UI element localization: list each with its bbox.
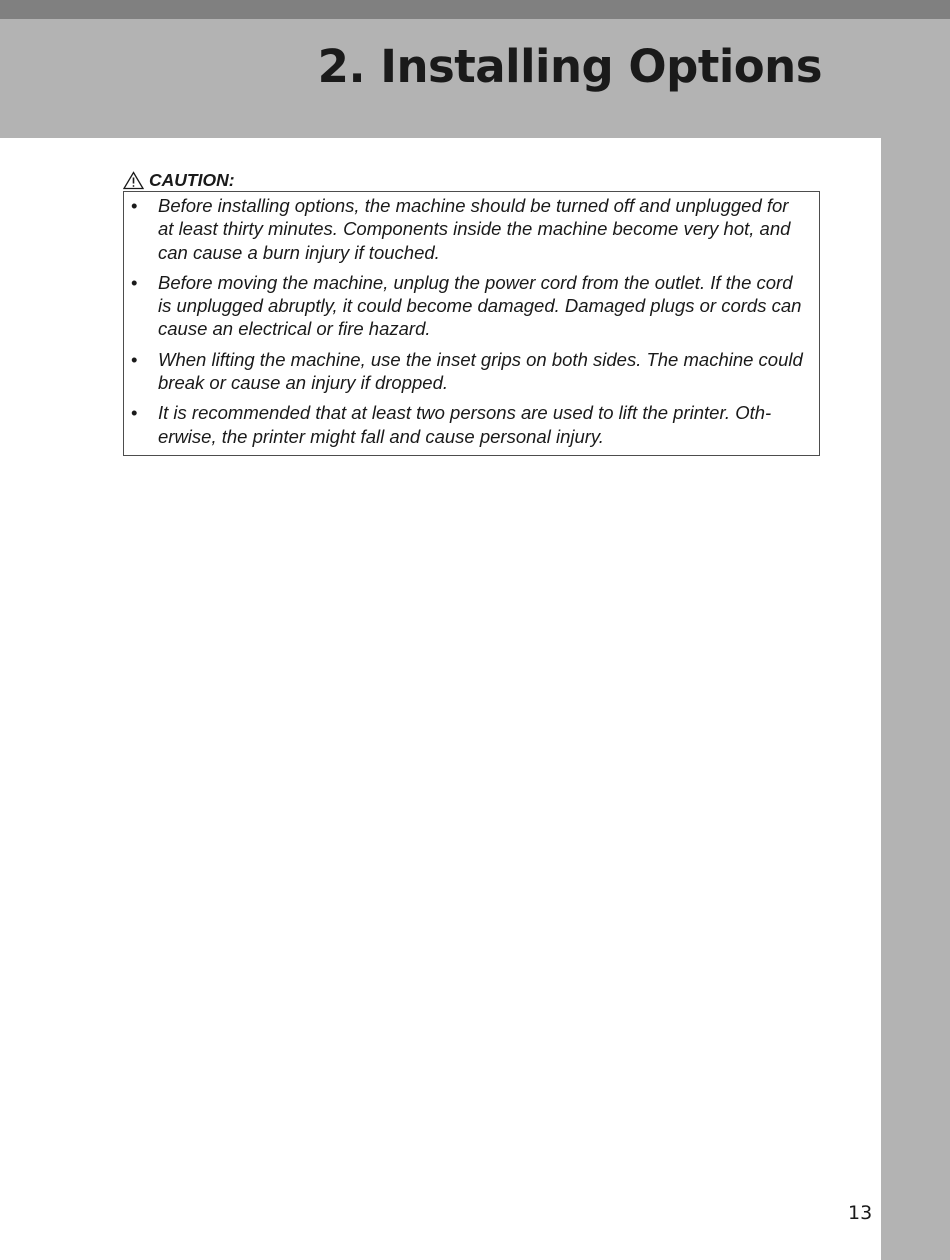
header-top-strip: [0, 0, 950, 19]
bullet-icon: •: [131, 348, 138, 370]
caution-item: [124, 348, 809, 395]
caution-label: CAUTION:: [149, 169, 235, 190]
caution-item-text: Before installing options, the machine should be turned off and unplugged for at least thirty minutes. Components inside the machine become very hot, and can cause a burn injury if touched.: [158, 195, 791, 263]
caution-item: [124, 194, 809, 264]
caution-item: [124, 401, 809, 448]
bullet-icon: •: [131, 195, 138, 216]
caution-list: [124, 194, 809, 448]
chapter-title: 2. Installing Options: [317, 40, 822, 93]
caution-item: [124, 271, 809, 341]
side-margin-band: [881, 138, 950, 1260]
caution-item-text: It is recommended that at least two persons are used to lift the printer. Oth-erwise, the printer might fall and cause personal injury.: [158, 402, 772, 447]
caution-box: [123, 191, 820, 456]
caution-item-text: When lifting the machine, use the inset grips on both sides. The machine could break or cause an injury if dropped.: [158, 348, 803, 394]
caution-heading: [123, 169, 235, 191]
caution-item-text: Before moving the machine, unplug the power cord from the outlet. If the cord is unplugged abruptly, it could become damaged. Damaged plugs or cords can cause an electrical or fire hazard.: [158, 271, 802, 340]
bullet-icon: •: [131, 271, 138, 293]
bullet-icon: •: [131, 402, 138, 424]
chapter-header-band: [0, 19, 950, 138]
warning-triangle-icon: [123, 171, 144, 190]
page-number: 13: [848, 1202, 873, 1224]
